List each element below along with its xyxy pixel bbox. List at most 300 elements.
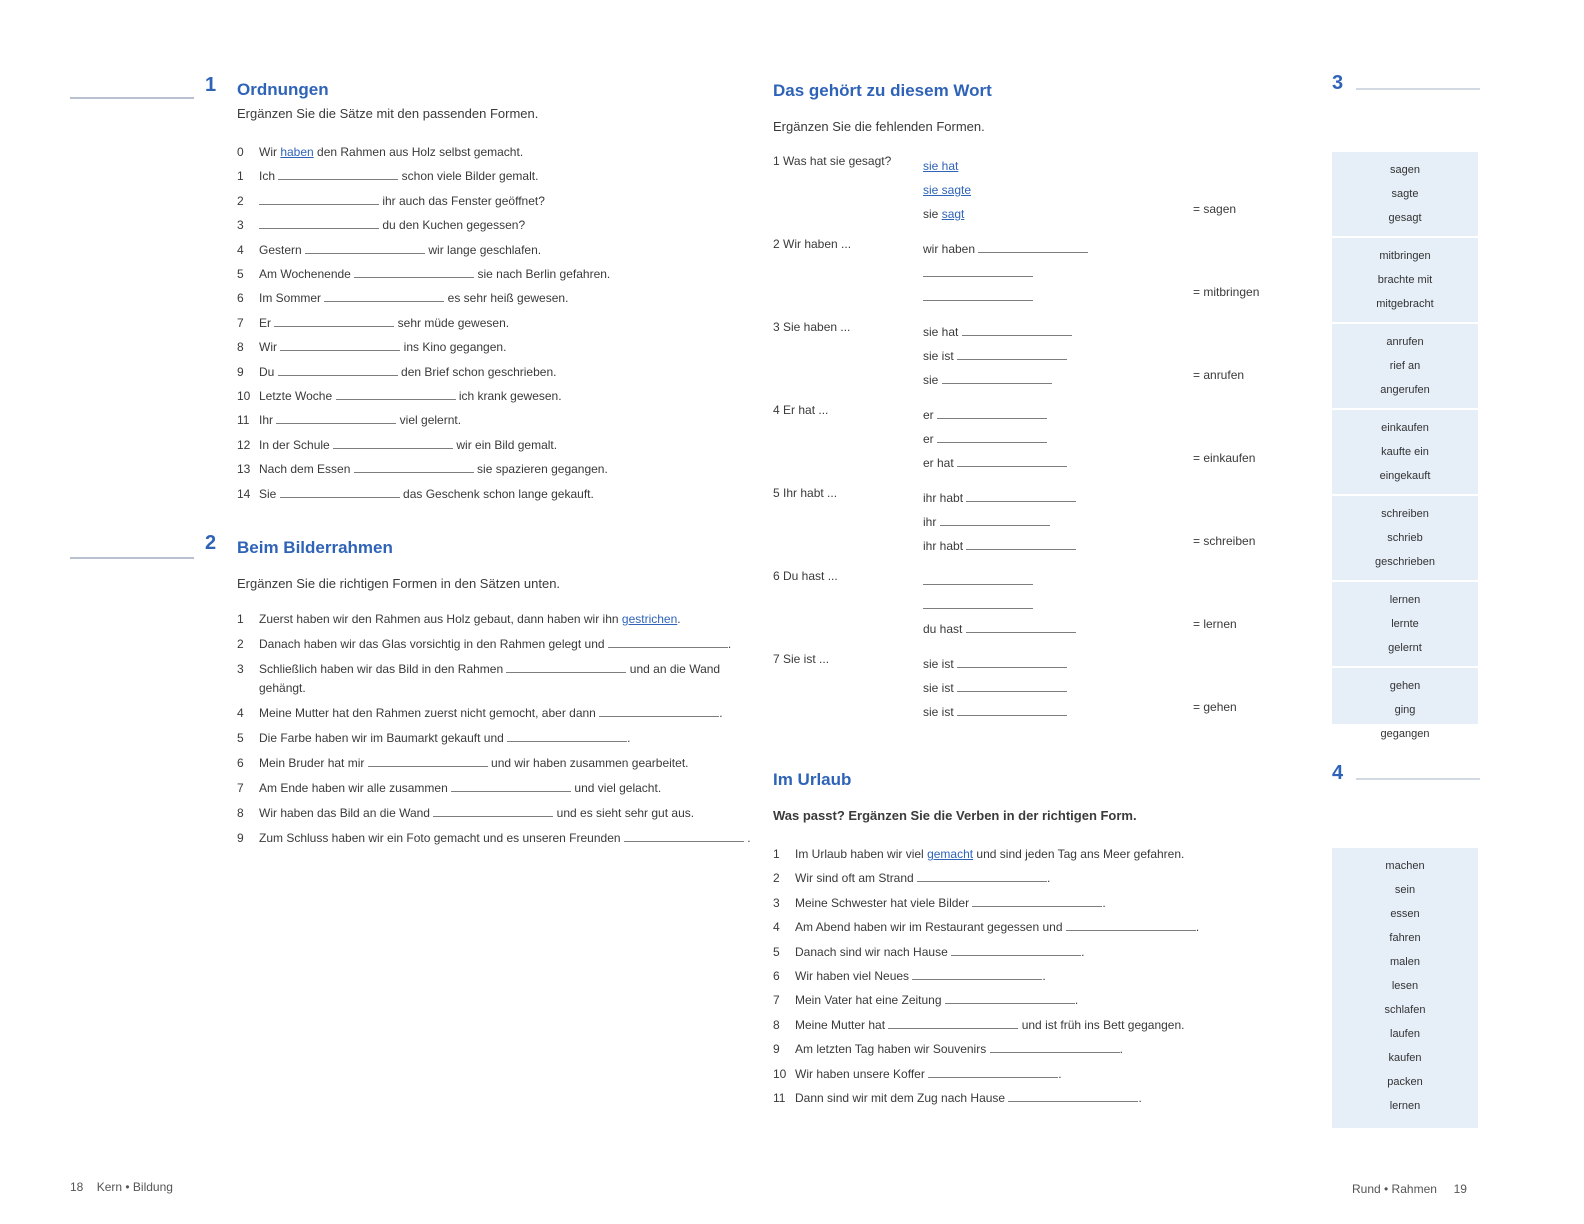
exercise-item	[237, 635, 757, 654]
item-number: 9	[237, 831, 244, 845]
item-text-after: und an die Wand gehängt.	[259, 662, 721, 695]
verb-row-label: 3 Sie haben ...	[773, 320, 851, 334]
panel-word: einkaufen	[1381, 422, 1429, 434]
item-text-before: Wir	[259, 340, 281, 355]
item-text-after: wir lange geschlafen.	[425, 242, 542, 257]
item-number: 4	[773, 920, 780, 935]
item-text-before: Meine Mutter hat den Rahmen zuerst nicht gemocht, aber dann	[259, 706, 600, 720]
answer-blank[interactable]	[599, 704, 719, 717]
verb-row-label: 6 Du hast ...	[773, 569, 838, 583]
item-text-before: Letzte Woche	[259, 389, 336, 404]
panel-word: lesen	[1391, 980, 1419, 992]
verb-form-prefix: er hat	[923, 456, 954, 470]
answer-blank[interactable]	[1066, 918, 1196, 931]
panel-3-rule	[1356, 88, 1480, 90]
exercise-item	[237, 754, 757, 773]
exercise-4-title: Im Urlaub	[773, 770, 852, 789]
verb-form-line	[923, 202, 971, 226]
panel-word: sagen	[1390, 164, 1420, 176]
exercise-item	[773, 1013, 1313, 1037]
item-text-after: sie spazieren gegangen.	[473, 462, 608, 477]
item-text-after: ins Kino gegangen.	[400, 340, 507, 355]
answer-blank[interactable]	[354, 265, 474, 278]
panel-word: schlafen	[1384, 1004, 1426, 1016]
answer-blank[interactable]	[957, 655, 1067, 668]
verb-infinitive: = einkaufen	[1193, 451, 1256, 465]
item-text-before: Danach haben wir das Glas vorsichtig in den Rahmen gelegt und	[259, 637, 608, 651]
exercise-item	[237, 213, 757, 237]
item-number: 7	[237, 781, 244, 795]
example-answer: gestrichen	[621, 612, 678, 626]
panel-word: schrieb	[1387, 532, 1423, 544]
item-text-after: du den Kuchen gegessen?	[379, 218, 526, 233]
verb-forms	[923, 486, 1076, 558]
verb-form-prefix: ihr habt	[923, 539, 964, 553]
verb-form-prefix: sie ist	[923, 349, 954, 363]
item-text-after: .	[1047, 871, 1051, 886]
panel-4-number: 4	[1332, 762, 1344, 784]
exercise-3-title: Das gehört zu diesem Wort	[773, 81, 992, 100]
verb-form-line	[923, 427, 1067, 451]
exercise-2-rule	[70, 557, 194, 559]
answer-blank[interactable]	[966, 537, 1076, 550]
exercise-item	[237, 457, 757, 481]
answer-blank[interactable]	[957, 703, 1067, 716]
item-number: 5	[773, 944, 780, 959]
item-number: 6	[773, 969, 780, 984]
answer-blank[interactable]	[507, 729, 627, 742]
exercise-item	[773, 1062, 1313, 1086]
item-text-after: den Rahmen aus Holz selbst gemacht.	[313, 145, 524, 159]
answer-blank[interactable]	[278, 167, 398, 180]
item-number: 11	[773, 1091, 786, 1106]
item-number: 0	[237, 145, 244, 159]
panel-word: fahren	[1389, 932, 1421, 944]
answer-blank[interactable]	[305, 241, 425, 254]
answer-blank[interactable]	[923, 572, 1033, 585]
item-text-before: Gestern	[259, 242, 306, 257]
item-text-after: den Brief schon geschrieben.	[397, 364, 557, 379]
footer-left	[70, 1180, 173, 1194]
item-number: 3	[237, 218, 244, 233]
verb-forms	[923, 403, 1067, 475]
footer-right-page-number: 19	[1453, 1182, 1467, 1196]
answer-blank[interactable]	[951, 943, 1081, 956]
exercise-item	[237, 360, 757, 384]
panel-4-rule	[1356, 778, 1480, 780]
item-text-after: sehr müde gewesen.	[394, 315, 510, 330]
panel-word: brachte mit	[1377, 274, 1433, 286]
answer-blank[interactable]	[966, 620, 1076, 633]
panel-word: schreiben	[1381, 508, 1429, 520]
item-number: 3	[773, 895, 780, 910]
answer-blank[interactable]	[274, 314, 394, 327]
verb-infinitive: = gehen	[1193, 700, 1237, 714]
verb-form-prefix: er	[923, 432, 934, 446]
exercise-2-title: Beim Bilderrahmen	[237, 538, 393, 557]
exercise-item	[237, 482, 757, 506]
answer-blank[interactable]	[324, 289, 444, 302]
item-number: 6	[237, 291, 244, 306]
answer-blank[interactable]	[923, 596, 1033, 609]
answer-blank[interactable]	[917, 869, 1047, 882]
panel-word: ging	[1394, 704, 1416, 716]
answer-blank[interactable]	[972, 894, 1102, 907]
verb-form-line	[923, 344, 1072, 368]
answer-blank[interactable]	[945, 991, 1075, 1004]
example-answer: gemacht	[927, 847, 974, 861]
answer-blank[interactable]	[966, 489, 1076, 502]
verb-form-line	[923, 154, 971, 178]
item-text-after: .	[1195, 920, 1200, 935]
answer-blank[interactable]	[937, 430, 1047, 443]
answer-blank[interactable]	[280, 338, 400, 351]
panel-word: machen	[1385, 860, 1425, 872]
example-answer: haben	[280, 145, 314, 159]
verb-forms	[923, 569, 1076, 641]
panel-word: essen	[1390, 908, 1420, 920]
exercise-item	[237, 779, 757, 798]
answer-blank[interactable]	[354, 460, 474, 473]
item-number: 6	[237, 756, 244, 770]
panel-3-header	[1332, 72, 1480, 102]
exercise-item	[773, 988, 1313, 1012]
panel-word: anrufen	[1386, 336, 1424, 348]
exercise-item	[237, 311, 757, 335]
exercise-item	[237, 335, 757, 359]
exercise-item	[237, 660, 757, 698]
item-text-after: und es sieht sehr gut aus.	[553, 806, 695, 820]
exercise-item	[773, 842, 1313, 866]
verb-form-prefix: ihr	[923, 515, 937, 529]
answer-blank[interactable]	[940, 513, 1050, 526]
answer-blank[interactable]	[333, 436, 453, 449]
item-text-after: und ist früh ins Bett gegangen.	[1018, 1017, 1185, 1032]
answer-blank[interactable]	[451, 779, 571, 792]
panel-word: kaufen	[1388, 1052, 1422, 1064]
item-text-before: Ich	[259, 169, 279, 184]
answer-blank[interactable]	[888, 1016, 1018, 1029]
item-text-after: das Geschenk schon lange gekauft.	[399, 486, 594, 501]
panel-word: mitbringen	[1379, 250, 1431, 262]
verb-form-prefix: du hast	[923, 622, 963, 636]
item-number: 10	[773, 1066, 787, 1081]
exercise-3-instruction: Ergänzen Sie die fehlenden Formen.	[773, 119, 985, 134]
example-answer: sie hat	[923, 159, 959, 173]
exercise-item	[237, 164, 757, 188]
item-number: 8	[237, 340, 244, 355]
verb-form-prefix: sie	[923, 373, 942, 387]
exercise-1-number: 1	[205, 74, 217, 96]
exercise-item	[773, 940, 1313, 964]
verb-row-label: 2 Wir haben ...	[773, 237, 852, 251]
verb-row-label: 4 Er hat ...	[773, 403, 829, 417]
answer-blank[interactable]	[923, 264, 1033, 277]
item-number: 8	[237, 806, 244, 820]
verb-infinitive: = schreiben	[1193, 534, 1256, 548]
item-text-before: Zum Schluss haben wir ein Foto gemacht und es unseren Freunden	[259, 831, 624, 845]
item-number: 9	[237, 364, 244, 379]
example-answer: sie sagte	[923, 183, 972, 197]
item-text-before: Meine Mutter hat	[795, 1017, 889, 1032]
answer-blank[interactable]	[990, 1040, 1120, 1053]
item-text-after: .	[1074, 993, 1079, 1008]
item-text-after: es sehr heiß gewesen.	[444, 291, 569, 306]
exercise-item	[237, 829, 757, 848]
item-text-after: viel gelernt.	[396, 413, 462, 428]
item-number: 1	[773, 847, 780, 861]
panel-word: packen	[1387, 1076, 1423, 1088]
verb-forms	[923, 320, 1072, 392]
item-text-after: .	[1138, 1091, 1142, 1106]
item-text-before: Danach sind wir nach Hause	[795, 944, 952, 959]
verb-form-prefix: wir haben	[923, 242, 976, 256]
verb-infinitive: = mitbringen	[1193, 285, 1260, 299]
exercise-1-rule	[70, 97, 194, 99]
item-number: 12	[237, 437, 251, 452]
verb-form-prefix: sie	[923, 207, 942, 221]
answer-blank[interactable]	[937, 406, 1047, 419]
item-text-after: .	[1102, 895, 1106, 910]
panel-word-group	[1332, 496, 1478, 582]
exercise-item	[773, 866, 1313, 890]
answer-blank[interactable]	[259, 216, 379, 229]
panel-4-word-box	[1332, 848, 1478, 1128]
item-text-before: Wir haben das Bild an die Wand	[259, 806, 434, 820]
panel-word-group	[1332, 410, 1478, 496]
item-text-before: Du	[259, 364, 278, 379]
item-text-before: Die Farbe haben wir im Baumarkt gekauft und	[259, 731, 508, 745]
item-number: 2	[773, 871, 780, 886]
verb-form-line	[923, 451, 1067, 475]
item-number: 2	[237, 637, 244, 651]
verb-form-line	[923, 178, 971, 202]
answer-blank[interactable]	[1008, 1089, 1138, 1102]
verb-form-prefix: sie hat	[923, 325, 959, 339]
panel-word: gehen	[1389, 680, 1421, 692]
verb-form-line	[923, 237, 1088, 261]
verb-form-line	[923, 593, 1076, 617]
answer-blank[interactable]	[942, 371, 1052, 384]
panel-word-group	[1332, 582, 1478, 668]
item-text-before: Sie	[259, 486, 280, 501]
item-text-after: .	[627, 731, 631, 745]
verb-form-line	[923, 403, 1067, 427]
verb-row-label: 1 Was hat sie gesagt?	[773, 154, 892, 168]
panel-word: lernte	[1391, 618, 1419, 630]
item-text-after: .	[727, 637, 732, 651]
item-text-before: Mein Vater hat eine Zeitung	[795, 993, 945, 1008]
panel-word: gegangen	[1380, 728, 1430, 740]
exercise-item	[237, 140, 757, 164]
item-number: 9	[773, 1042, 780, 1057]
verb-form-prefix: ihr habt	[923, 491, 964, 505]
answer-blank[interactable]	[957, 454, 1067, 467]
panel-word-group	[1332, 152, 1478, 238]
panel-4-header	[1332, 762, 1480, 792]
item-text-before: Nach dem Essen	[259, 462, 354, 477]
answer-blank[interactable]	[978, 240, 1088, 253]
exercise-item	[237, 804, 757, 823]
verb-form-line	[923, 676, 1067, 700]
item-text-before: Zuerst haben wir den Rahmen aus Holz gebaut, dann haben wir ihn	[259, 612, 622, 626]
exercise-item	[773, 1037, 1313, 1061]
exercise-item	[237, 704, 757, 723]
panel-word: rief an	[1389, 360, 1421, 372]
answer-blank[interactable]	[336, 387, 456, 400]
panel-word: laufen	[1390, 1028, 1420, 1040]
panel-word-group	[1332, 668, 1478, 754]
exercise-item	[237, 408, 757, 432]
panel-word: malen	[1390, 956, 1420, 968]
item-text-before: Dann sind wir mit dem Zug nach Hause	[795, 1091, 1009, 1106]
verb-infinitive: = sagen	[1193, 202, 1237, 216]
item-text-after: ihr auch das Fenster geöffnet?	[379, 193, 545, 208]
verb-form-line	[923, 486, 1076, 510]
footer-right	[1352, 1182, 1467, 1196]
answer-blank[interactable]	[608, 635, 728, 648]
item-number: 7	[237, 315, 244, 330]
verb-form-line	[923, 285, 1088, 309]
verb-form-line	[923, 534, 1076, 558]
verb-form-prefix: sie ist	[923, 705, 954, 719]
item-text-after: .	[677, 612, 681, 626]
item-text-after: .	[1081, 944, 1085, 959]
exercise-item	[237, 238, 757, 262]
verb-form-line	[923, 368, 1072, 392]
item-text-after: schon viele Bilder gemalt.	[398, 169, 539, 184]
exercise-1-list	[237, 140, 757, 506]
item-text-before: Schließlich haben wir das Bild in den Rahmen	[259, 662, 507, 676]
answer-blank[interactable]	[276, 411, 396, 424]
answer-blank[interactable]	[957, 347, 1067, 360]
panel-word: gelernt	[1388, 642, 1422, 654]
item-number: 1	[237, 612, 244, 626]
item-text-before: Am Wochenende	[259, 267, 355, 282]
verb-form-prefix: sie ist	[923, 681, 954, 695]
panel-3-word-box	[1332, 152, 1478, 740]
verb-form-line	[923, 700, 1067, 724]
exercise-item	[237, 286, 757, 310]
item-text-after: ich krank gewesen.	[455, 389, 562, 404]
panel-word: mitgebracht	[1376, 298, 1434, 310]
exercise-item	[773, 964, 1313, 988]
item-text-before: Wir haben viel Neues	[795, 969, 913, 984]
verb-form-prefix: er	[923, 408, 934, 422]
item-text-before: Am Ende haben wir alle zusammen	[259, 781, 452, 795]
answer-blank[interactable]	[962, 323, 1072, 336]
verb-form-line	[923, 617, 1076, 641]
exercise-2-instruction: Ergänzen Sie die richtigen Formen in den Sätzen unten.	[237, 576, 561, 591]
panel-word: geschrieben	[1375, 556, 1435, 568]
item-number: 8	[773, 1017, 780, 1032]
exercise-4-instruction: Was passt? Ergänzen Sie die Verben in der richtigen Form.	[773, 808, 1137, 823]
verb-forms	[923, 237, 1088, 309]
panel-word: angerufen	[1380, 384, 1430, 396]
exercise-item	[237, 384, 757, 408]
panel-word-group	[1332, 324, 1478, 410]
item-text-after: .	[719, 706, 723, 720]
exercise-item	[237, 729, 757, 748]
verb-infinitive: = lernen	[1193, 617, 1237, 631]
item-text-after: .	[743, 831, 751, 845]
panel-word: lernen	[1389, 594, 1421, 606]
verb-infinitive: = anrufen	[1193, 368, 1245, 382]
answer-blank[interactable]	[506, 660, 626, 673]
verb-form-prefix: sie ist	[923, 657, 954, 671]
exercise-item	[773, 1086, 1313, 1110]
answer-blank[interactable]	[368, 754, 488, 767]
answer-blank[interactable]	[433, 804, 553, 817]
panel-word: gesagt	[1388, 212, 1422, 224]
item-text-after: .	[1042, 969, 1046, 984]
exercise-4-list	[773, 842, 1313, 1110]
exercise-item	[773, 915, 1313, 939]
exercise-item	[237, 189, 757, 213]
item-text-after: wir ein Bild gemalt.	[453, 437, 558, 452]
verb-form-line	[923, 510, 1076, 534]
answer-blank[interactable]	[928, 1065, 1058, 1078]
answer-blank[interactable]	[923, 288, 1033, 301]
answer-blank[interactable]	[912, 967, 1042, 980]
verb-form-line	[923, 569, 1076, 593]
item-text-after: .	[1119, 1042, 1123, 1057]
verb-forms	[923, 652, 1067, 724]
item-number: 11	[237, 413, 250, 428]
verb-form-line	[923, 652, 1067, 676]
answer-blank[interactable]	[259, 192, 379, 205]
item-text-before: Er	[259, 315, 275, 330]
item-number: 2	[237, 193, 244, 208]
panel-word: kaufte ein	[1381, 446, 1429, 458]
panel-word-group	[1332, 238, 1478, 324]
item-number: 5	[237, 267, 244, 282]
item-number: 14	[237, 486, 251, 501]
item-number: 10	[237, 389, 251, 404]
item-text-before: Am letzten Tag haben wir Souvenirs	[795, 1042, 990, 1057]
item-text-before: Meine Schwester hat viele Bilder	[795, 895, 973, 910]
verb-form-line	[923, 320, 1072, 344]
item-number: 13	[237, 462, 251, 477]
item-text-before: Wir	[259, 145, 281, 159]
answer-blank[interactable]	[957, 679, 1067, 692]
panel-word: lernen	[1389, 1100, 1421, 1112]
answer-blank[interactable]	[624, 829, 744, 842]
item-text-before: Wir sind oft am Strand	[795, 871, 918, 886]
exercise-2-list	[237, 610, 757, 854]
item-text-before: In der Schule	[259, 437, 334, 452]
verb-forms	[923, 154, 971, 226]
item-text-before: Im Sommer	[259, 291, 325, 306]
item-number: 5	[237, 731, 244, 745]
verb-row-label: 5 Ihr habt ...	[773, 486, 838, 500]
footer-right-title: Rund • Rahmen	[1352, 1182, 1437, 1196]
footer-left-title: Kern • Bildung	[96, 1180, 173, 1194]
exercise-1-title: Ordnungen	[237, 80, 329, 99]
verb-row-label: 7 Sie ist ...	[773, 652, 830, 666]
item-text-after: und wir haben zusammen gearbeitet.	[487, 756, 689, 770]
answer-blank[interactable]	[278, 363, 398, 376]
item-text-after: und viel gelacht.	[571, 781, 662, 795]
panel-word: eingekauft	[1379, 470, 1431, 482]
item-text-before: Ihr	[259, 413, 277, 428]
item-number: 7	[773, 993, 780, 1008]
item-number: 4	[237, 706, 244, 720]
item-text-after: .	[1058, 1066, 1062, 1081]
item-text-before: Im Urlaub haben wir viel	[795, 847, 928, 861]
item-text-before: Mein Bruder hat mir	[259, 756, 368, 770]
answer-blank[interactable]	[280, 485, 400, 498]
